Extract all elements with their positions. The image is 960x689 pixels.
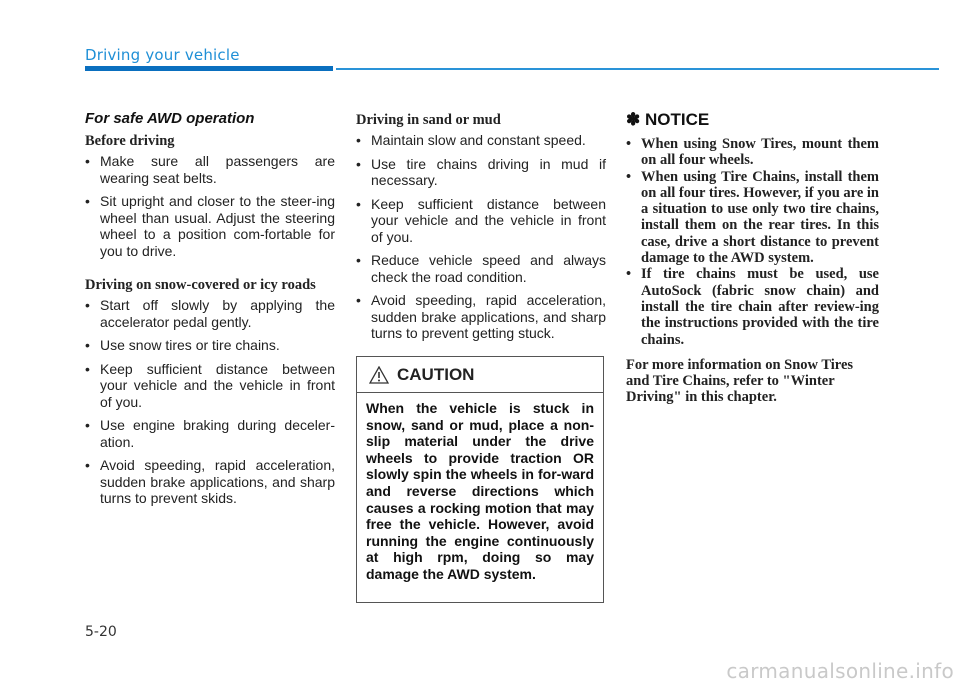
- list-item: • Maintain slow and constant speed.: [356, 132, 606, 149]
- header-rule-thick: [85, 66, 333, 71]
- right-column: [626, 108, 879, 406]
- caution-text: When the vehicle is stuck in snow, sand or mud, place a non-slip material under the drive wheels to provide traction OR slowly spin the wheels in for-ward and reverse directions which causes a rocking motion that may free the vehicle. However, avoid running the engine continuously at high rpm, doing so may damage the AWD system.: [366, 400, 594, 582]
- before-driving-list: [85, 153, 335, 259]
- list-item: • Sit upright and closer to the steer-ing wheel than usual. Adjust the steering wheel to a position com-fortable for you to drive.: [85, 193, 335, 259]
- list-item: • Make sure all passengers are wearing seat belts.: [85, 153, 335, 186]
- list-item: • Avoid speeding, rapid acceleration, sudden brake applications, and sharp turns to prevent getting stuck.: [356, 292, 606, 342]
- caution-box: [356, 356, 604, 603]
- left-column: [85, 108, 335, 514]
- awd-heading: For safe AWD operation: [85, 110, 255, 127]
- before-driving-title: Before driving: [85, 133, 175, 149]
- notice-title: ✽ NOTICE: [626, 110, 710, 129]
- list-item: • Keep sufficient distance between your vehicle and the vehicle in front of you.: [356, 196, 606, 246]
- notice-list: [626, 136, 879, 348]
- snow-roads-title: Driving on snow-covered or icy roads: [85, 277, 316, 293]
- sand-mud-list: [356, 132, 606, 342]
- list-item: • When using Snow Tires, mount them on all four wheels.: [626, 136, 879, 169]
- list-item: • Use tire chains driving in mud if necessary.: [356, 156, 606, 189]
- list-item: • When using Tire Chains, install them on all four tires. However, if you are in a situation to use only two tire chains, install them on the rear tires. In this case, drive a short distance to prevent damage to the AWD system.: [626, 169, 879, 267]
- list-item: • Use engine braking during deceler-ation.: [85, 417, 335, 450]
- caution-header: [357, 357, 603, 393]
- list-item: • Use snow tires or tire chains.: [85, 337, 335, 354]
- section-title: Driving your vehicle: [85, 46, 240, 64]
- sand-mud-title: Driving in sand or mud: [356, 112, 501, 128]
- list-item: • Avoid speeding, rapid acceleration, sudden brake applications, and sharp turns to prevent skids.: [85, 457, 335, 507]
- watermark: carmanualsonline.info: [726, 659, 954, 683]
- page-number: 5-20: [85, 624, 117, 640]
- middle-column: [356, 108, 606, 349]
- caution-label: CAUTION: [397, 364, 475, 384]
- snow-roads-list: [85, 297, 335, 507]
- list-item: • Reduce vehicle speed and always check the road condition.: [356, 252, 606, 285]
- list-item: • Start off slowly by applying the accelerator pedal gently.: [85, 297, 335, 330]
- notice-paragraph: For more information on Snow Tires and Tire Chains, refer to "Winter Driving" in this chapter.: [626, 356, 854, 406]
- list-item: • If tire chains must be used, use AutoSock (fabric snow chain) and install the tire chain after review-ing the instructions provided with the tire chains.: [626, 266, 879, 347]
- warning-triangle-icon: [369, 366, 389, 384]
- header-rule-thin: [336, 68, 939, 70]
- list-item: • Keep sufficient distance between your vehicle and the vehicle in front of you.: [85, 361, 335, 411]
